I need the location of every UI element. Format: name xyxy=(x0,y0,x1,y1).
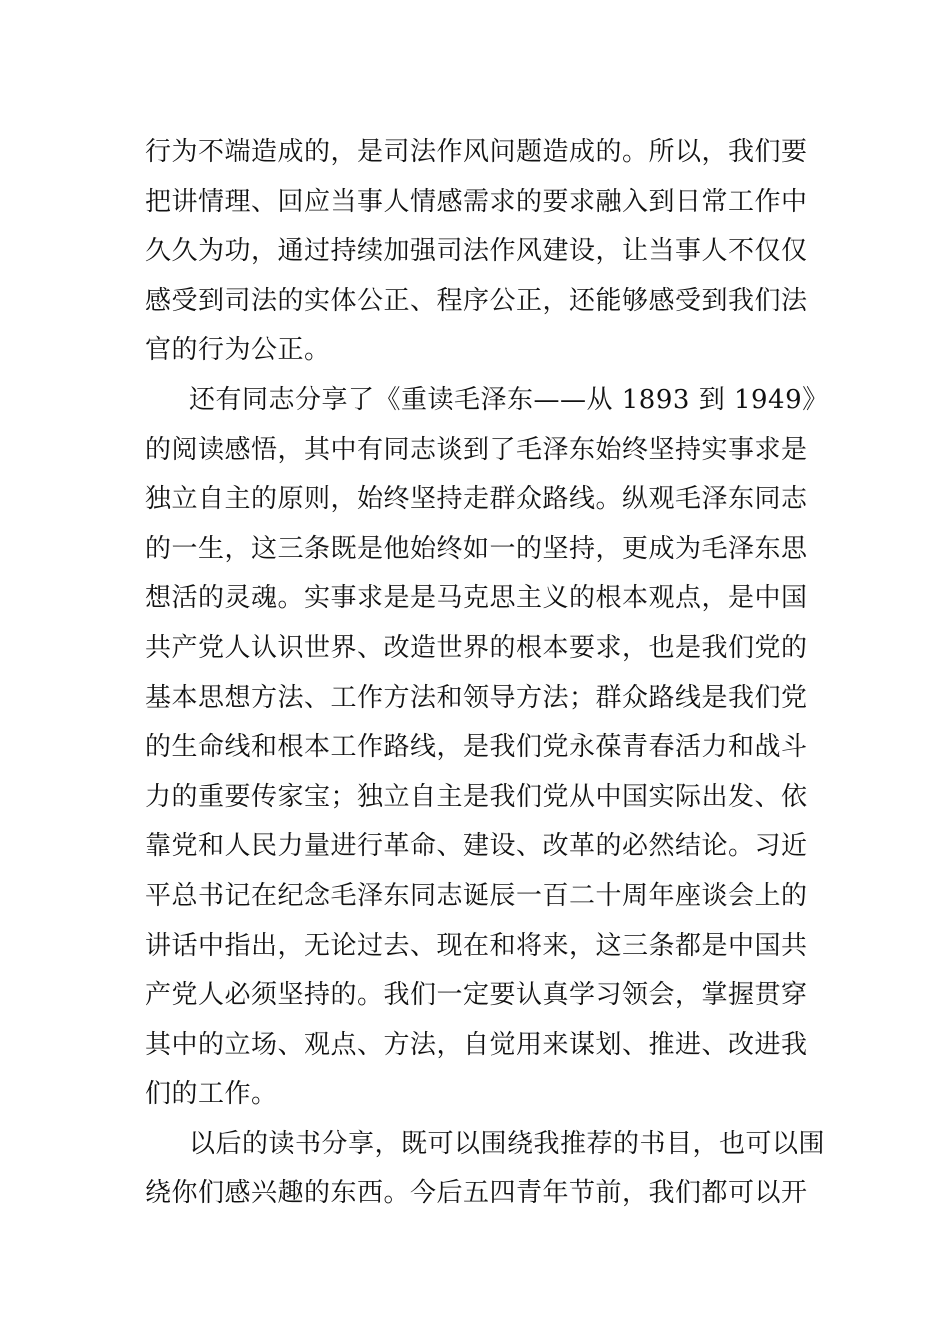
text-line: 想活的灵魂。实事求是是马克思主义的根本观点，是中国 xyxy=(145,583,808,614)
text-line: 行为不端造成的，是司法作风问题造成的。所以，我们要 xyxy=(145,137,808,167)
text-line: 讲话中指出，无论过去、现在和将来，这三条都是中国共 xyxy=(145,930,808,961)
text-line: 的阅读感悟，其中有同志谈到了毛泽东始终坚持实事求是 xyxy=(145,434,808,465)
text-line: 把讲情理、回应当事人情感需求的要求融入到日常工作中 xyxy=(145,186,808,217)
text-line: 产党人必须坚持的。我们一定要认真学习领会，掌握贯穿 xyxy=(145,980,808,1011)
paragraph-start-line: 以后的读书分享，既可以围绕我推荐的书目，也可以围 xyxy=(189,1128,826,1159)
text-line: 的生命线和根本工作路线，是我们党永葆青春活力和战斗 xyxy=(145,732,808,763)
text-line: 其中的立场、观点、方法，自觉用来谋划、推进、改进我 xyxy=(145,1029,808,1060)
paragraph-start-line: 还有同志分享了《重读毛泽东——从 1893 到 1949》 xyxy=(189,384,829,415)
text-line: 平总书记在纪念毛泽东同志诞辰一百二十周年座谈会上的 xyxy=(145,880,808,911)
text-line: 久久为功，通过持续加强司法作风建设，让当事人不仅仅 xyxy=(145,236,808,267)
text-line: 共产党人认识世界、改造世界的根本要求，也是我们党的 xyxy=(145,632,808,663)
text-line: 靠党和人民力量进行革命、建设、改革的必然结论。习近 xyxy=(145,831,808,862)
text-line: 基本思想方法、工作方法和领导方法；群众路线是我们党 xyxy=(145,682,808,713)
text-line: 感受到司法的实体公正、程序公正，还能够感受到我们法 xyxy=(145,285,808,316)
text-line: 独立自主的原则，始终坚持走群众路线。纵观毛泽东同志 xyxy=(145,484,808,515)
text-line: 绕你们感兴趣的东西。今后五四青年节前，我们都可以开 xyxy=(145,1178,808,1209)
text-line: 力的重要传家宝；独立自主是我们党从中国实际出发、依 xyxy=(145,781,808,812)
text-line: 的一生，这三条既是他始终如一的坚持，更成为毛泽东思 xyxy=(145,533,808,564)
text-line: 官的行为公正。 xyxy=(145,335,331,366)
text-line: 们的工作。 xyxy=(145,1079,278,1110)
body-text xyxy=(145,128,829,1219)
